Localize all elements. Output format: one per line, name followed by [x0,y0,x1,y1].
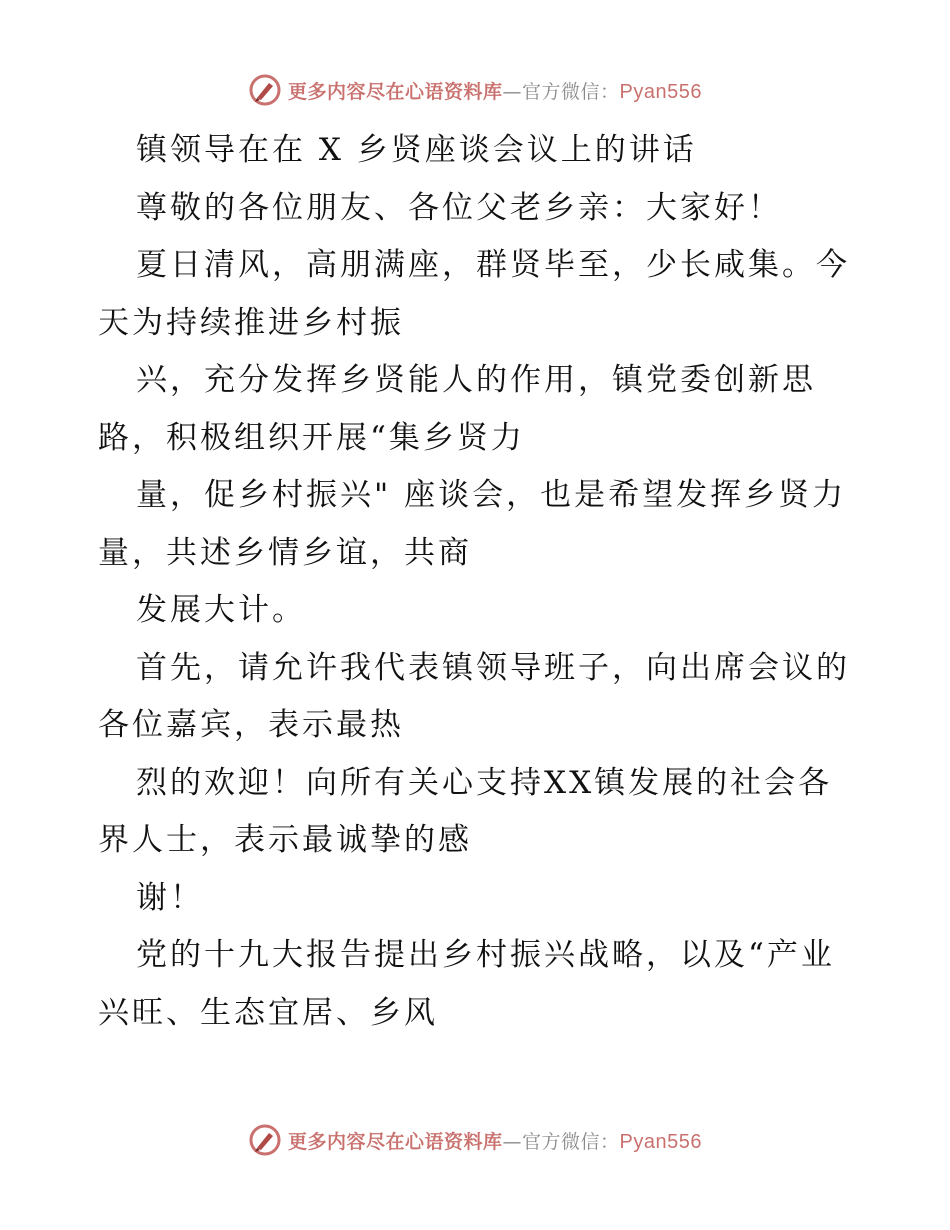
doc-paragraph: 谢！ [136,879,204,916]
doc-paragraph: 党的十九大报告提出乡村振兴战略，以及“产业兴旺、生态宜居、乡风 [98,937,835,1031]
watermark-label: —官方微信： [502,1130,620,1153]
watermark-title: 更多内容尽在心语资料库 [288,1130,503,1153]
document-body [98,122,858,1042]
doc-paragraph: 烈的欢迎！向所有关心支持XX镇发展的社会各界人士，表示最诚挚的感 [98,764,833,858]
doc-title: 镇领导在在 X 乡贤座谈会议上的讲话 [136,132,697,168]
watermark-wechat-id: Pyan556 [619,1130,702,1153]
doc-paragraph: 量，促乡村振兴" 座谈会，也是希望发挥乡贤力量，共述乡情乡谊，共商 [98,477,847,571]
footer-watermark [0,1120,950,1160]
watermark-wechat-id: Pyan556 [619,80,702,103]
header-watermark [0,70,950,110]
doc-paragraph: 发展大计。 [136,592,306,628]
doc-greeting: 尊敬的各位朋友、各位父老乡亲：大家好！ [136,189,782,226]
pen-logo-icon [248,1123,282,1157]
watermark-label: —官方微信： [502,80,620,103]
doc-paragraph: 夏日清风，高朋满座，群贤毕至，少长咸集。今天为持续推进乡村振 [98,247,850,341]
doc-paragraph: 兴，充分发挥乡贤能人的作用，镇党委创新思路，积极组织开展“集乡贤力 [98,362,816,456]
doc-paragraph: 首先，请允许我代表镇领导班子，向出席会议的各位嘉宾，表示最热 [98,649,850,743]
pen-logo-icon [248,73,282,107]
watermark-title: 更多内容尽在心语资料库 [288,80,503,103]
